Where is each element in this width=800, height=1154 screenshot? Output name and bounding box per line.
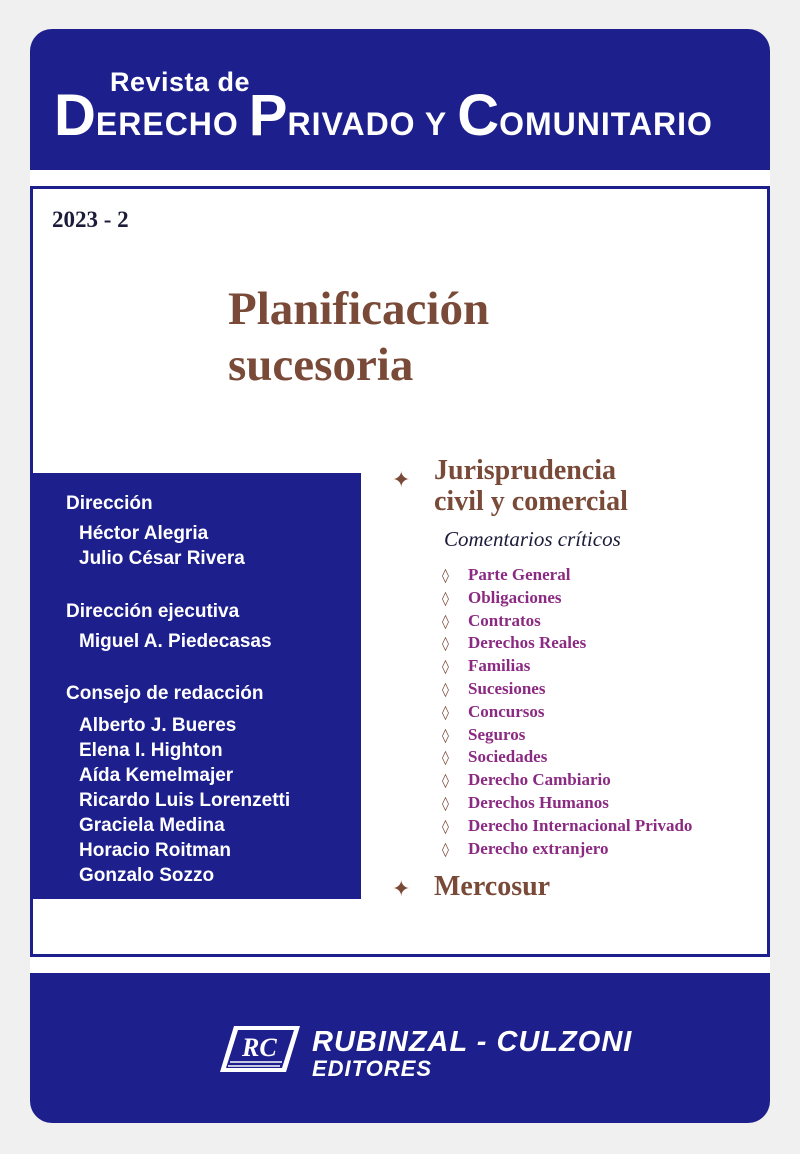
staff-name: Héctor Alegria [79,523,209,544]
publisher-line-1: RUBINZAL - CULZONI [312,1026,633,1058]
diamond-bullet-icon: ◊ [442,841,449,858]
staff-name: Horacio Roitman [79,840,232,861]
diamond-bullet-icon: ◊ [442,613,449,630]
list-item [442,793,692,816]
topic-label: Parte General [468,565,571,584]
revista-de-label: Revista de [110,67,251,97]
section-heading-line: civil y comercial [434,486,628,517]
title-initial-d: D [54,83,96,148]
staff-name: Alberto J. Bueres [79,715,237,736]
title-word-derecho: ERECHO [95,106,239,142]
topic-label: Derecho extranjero [468,838,609,858]
topic-label: Seguros [468,724,526,744]
topic-list [442,565,692,861]
publisher-line-2: EDITORES [312,1056,433,1081]
list-item [442,679,692,702]
issue-number: 2023 - 2 [52,207,129,232]
publisher-logo-icon [220,1022,300,1078]
diamond-bullet-icon: ◊ [442,568,449,584]
frame-line-right [767,186,770,957]
topic-label: Obligaciones [468,587,562,607]
list-item [442,747,692,770]
title-initial-c: C [457,83,500,148]
book-title-line: Planificación [228,283,490,335]
staff-name: Julio César Rivera [79,548,245,569]
topic-label: Derechos Reales [468,633,587,653]
mercosur-heading: Mercosur [434,871,551,902]
diamond-bullet-icon: ◊ [442,681,449,698]
list-item [442,839,692,862]
star-icon: ✦ [392,877,411,902]
journal-header [30,29,770,170]
logo-monogram: RC [242,1033,277,1062]
title-word-privado: RIVADO Y [287,106,448,142]
topic-label: Familias [468,656,531,676]
diamond-bullet-icon: ◊ [442,750,449,767]
title-word-comunitario: OMUNITARIO [499,106,713,142]
staff-name: Elena I. Highton [79,740,223,761]
list-item [442,656,692,679]
diamond-bullet-icon: ◊ [442,795,449,812]
list-item [442,770,692,793]
section-heading-line: Jurisprudencia [434,455,617,486]
topic-label: Derechos Humanos [468,792,609,812]
frame-line-top [30,186,770,189]
title-initial-p: P [248,83,288,148]
staff-name: Miguel A. Piedecasas [79,631,272,652]
diamond-bullet-icon: ◊ [442,590,449,607]
topic-label: Sociedades [468,747,548,767]
staff-name: Ricardo Luis Lorenzetti [79,790,291,811]
consejo-heading: Consejo de redacción [66,683,264,704]
section-subheading: Comentarios críticos [444,527,621,551]
journal-title-words [54,83,713,148]
frame-line-bottom [30,954,770,957]
section-heading [434,455,628,517]
diamond-bullet-icon: ◊ [442,773,449,790]
staff-name: Gonzalo Sozzo [79,865,215,886]
topic-label: Derecho Internacional Privado [468,815,693,835]
book-cover [30,29,770,1123]
diamond-bullet-icon: ◊ [442,704,449,721]
book-title-line: sucesoria [228,339,414,391]
topic-label: Contratos [468,610,541,630]
list-item [442,565,692,588]
editorial-board [33,473,361,899]
publisher-name [312,1027,632,1081]
list-item [442,633,692,656]
list-item [442,725,692,748]
diamond-bullet-icon: ◊ [442,727,449,744]
book-title [228,281,489,393]
staff-name: Aída Kemelmajer [79,765,234,786]
topic-label: Derecho Cambiario [468,770,611,790]
publisher-footer [30,973,770,1123]
topic-label: Sucesiones [468,678,546,698]
list-item [442,588,692,611]
list-item [442,816,692,839]
diamond-bullet-icon: ◊ [442,818,449,835]
topic-label: Concursos [468,701,545,721]
diamond-bullet-icon: ◊ [442,659,449,676]
list-item [442,702,692,725]
ejecutiva-heading: Dirección ejecutiva [66,601,240,622]
staff-name: Graciela Medina [79,815,225,836]
diamond-bullet-icon: ◊ [442,636,449,653]
list-item [442,611,692,634]
direccion-heading: Dirección [66,493,153,514]
star-icon: ✦ [392,468,411,493]
